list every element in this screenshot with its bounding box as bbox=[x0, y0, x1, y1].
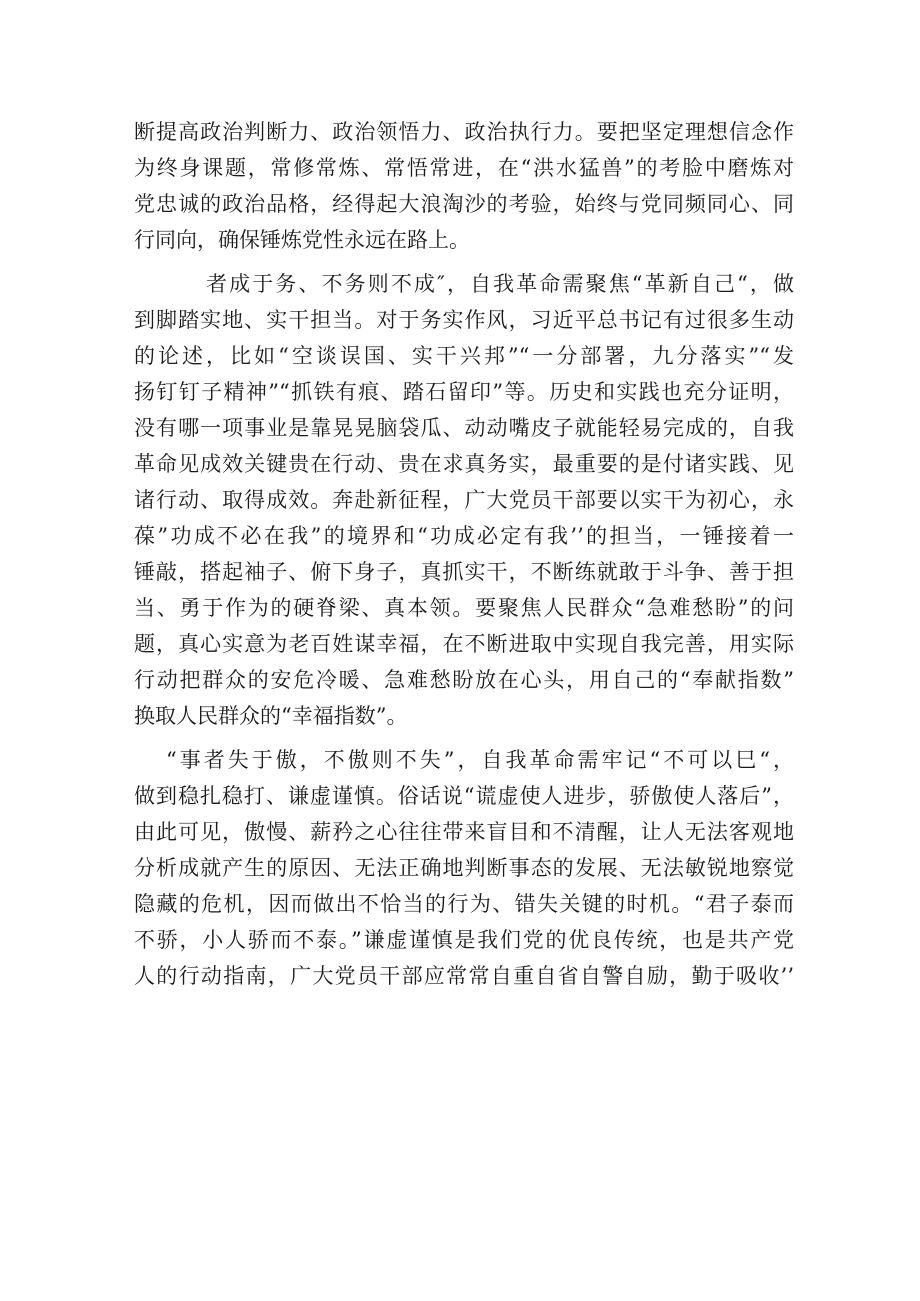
text-line: 没有哪一项事业是靠晃晃脑袋瓜、动动嘴皮子就能轻易完成的，自我 bbox=[134, 416, 794, 440]
paragraph-spacer bbox=[134, 258, 794, 266]
text-line: 做到稳扎稳打、谦虚谨慎。俗话说“谎虚使人进步，骄傲使人落后”， bbox=[134, 784, 794, 808]
paragraph-3 bbox=[134, 742, 794, 994]
text-line: 题，真心实意为老百姓谋幸福，在不断进取中实现自我完善，用实际 bbox=[134, 632, 794, 656]
text-line: 葆”功成不必在我”的境界和“功成必定有我’’的担当，一锤接着一 bbox=[134, 524, 794, 548]
paragraph-2 bbox=[134, 266, 794, 734]
paragraph-1 bbox=[134, 114, 794, 258]
text-line: 到脚踏实地、实干担当。对于务实作风，习近平总书记有过很多生动 bbox=[134, 308, 794, 332]
text-line: 由此可见，傲慢、薪矜之心往往带来盲目和不清醒，让人无法客观地 bbox=[134, 820, 794, 844]
text-line: 的论述，比如“空谈误国、实干兴邦”“一分部署，九分落实”“发 bbox=[134, 344, 794, 368]
text-line: 当、勇于作为的硬脊梁、真本领。要聚焦人民群众“急难愁盼”的问 bbox=[134, 596, 794, 620]
text-line: 行动把群众的安危冷暖、急难愁盼放在心头，用自己的“奉献指数” bbox=[134, 668, 794, 692]
text-line: 者成于务、不务则不成″，自我革命需聚焦“革新自己“，做 bbox=[206, 272, 794, 296]
text-line: 行同向，确保锤炼党性永远在路上。 bbox=[134, 228, 470, 252]
document-body bbox=[134, 114, 794, 994]
text-line: 锤敲，搭起袖子、俯下身子，真抓实干，不断练就敢于斗争、善于担 bbox=[134, 560, 794, 584]
text-line: 人的行动指南，广大党员干部应常常自重自省自警自励，勤于吸收’’ bbox=[134, 964, 794, 988]
text-line: 隐藏的危机，因而做出不恰当的行为、错失关键的时机。“君子泰而 bbox=[134, 892, 794, 916]
text-line: 革命见成效关键贵在行动、贵在求真务实，最重要的是付诸实践、见 bbox=[134, 452, 794, 476]
text-line: 为终身课题，常修常炼、常悟常进，在“洪水猛兽”的考脸中磨炼对 bbox=[134, 156, 794, 180]
text-line: 不骄，小人骄而不泰。”谦虚谨慎是我们党的优良传统，也是共产党 bbox=[134, 928, 794, 952]
text-line: 断提高政治判断力、政治领悟力、政治执行力。要把坚定理想信念作 bbox=[134, 120, 794, 144]
text-line: 诸行动、取得成效。奔赴新征程，广大党员干部要以实干为初心，永 bbox=[134, 488, 794, 512]
text-line: 分析成就产生的原因、无法正确地判断事态的发展、无法敏锐地察觉 bbox=[134, 856, 794, 880]
paragraph-spacer bbox=[134, 734, 794, 742]
text-line: “事者失于傲，不傲则不失”，自我革命需牢记“不可以巳“， bbox=[166, 748, 794, 772]
text-line: 党忠诚的政治品格，经得起大浪淘沙的考验，始终与党同频同心、同 bbox=[134, 192, 794, 216]
text-line: 扬钉钉子精神”“抓铁有痕、踏石留印”等。历史和实践也充分证明， bbox=[134, 380, 794, 404]
text-line: 换取人民群众的“幸福指数”。 bbox=[134, 704, 408, 728]
